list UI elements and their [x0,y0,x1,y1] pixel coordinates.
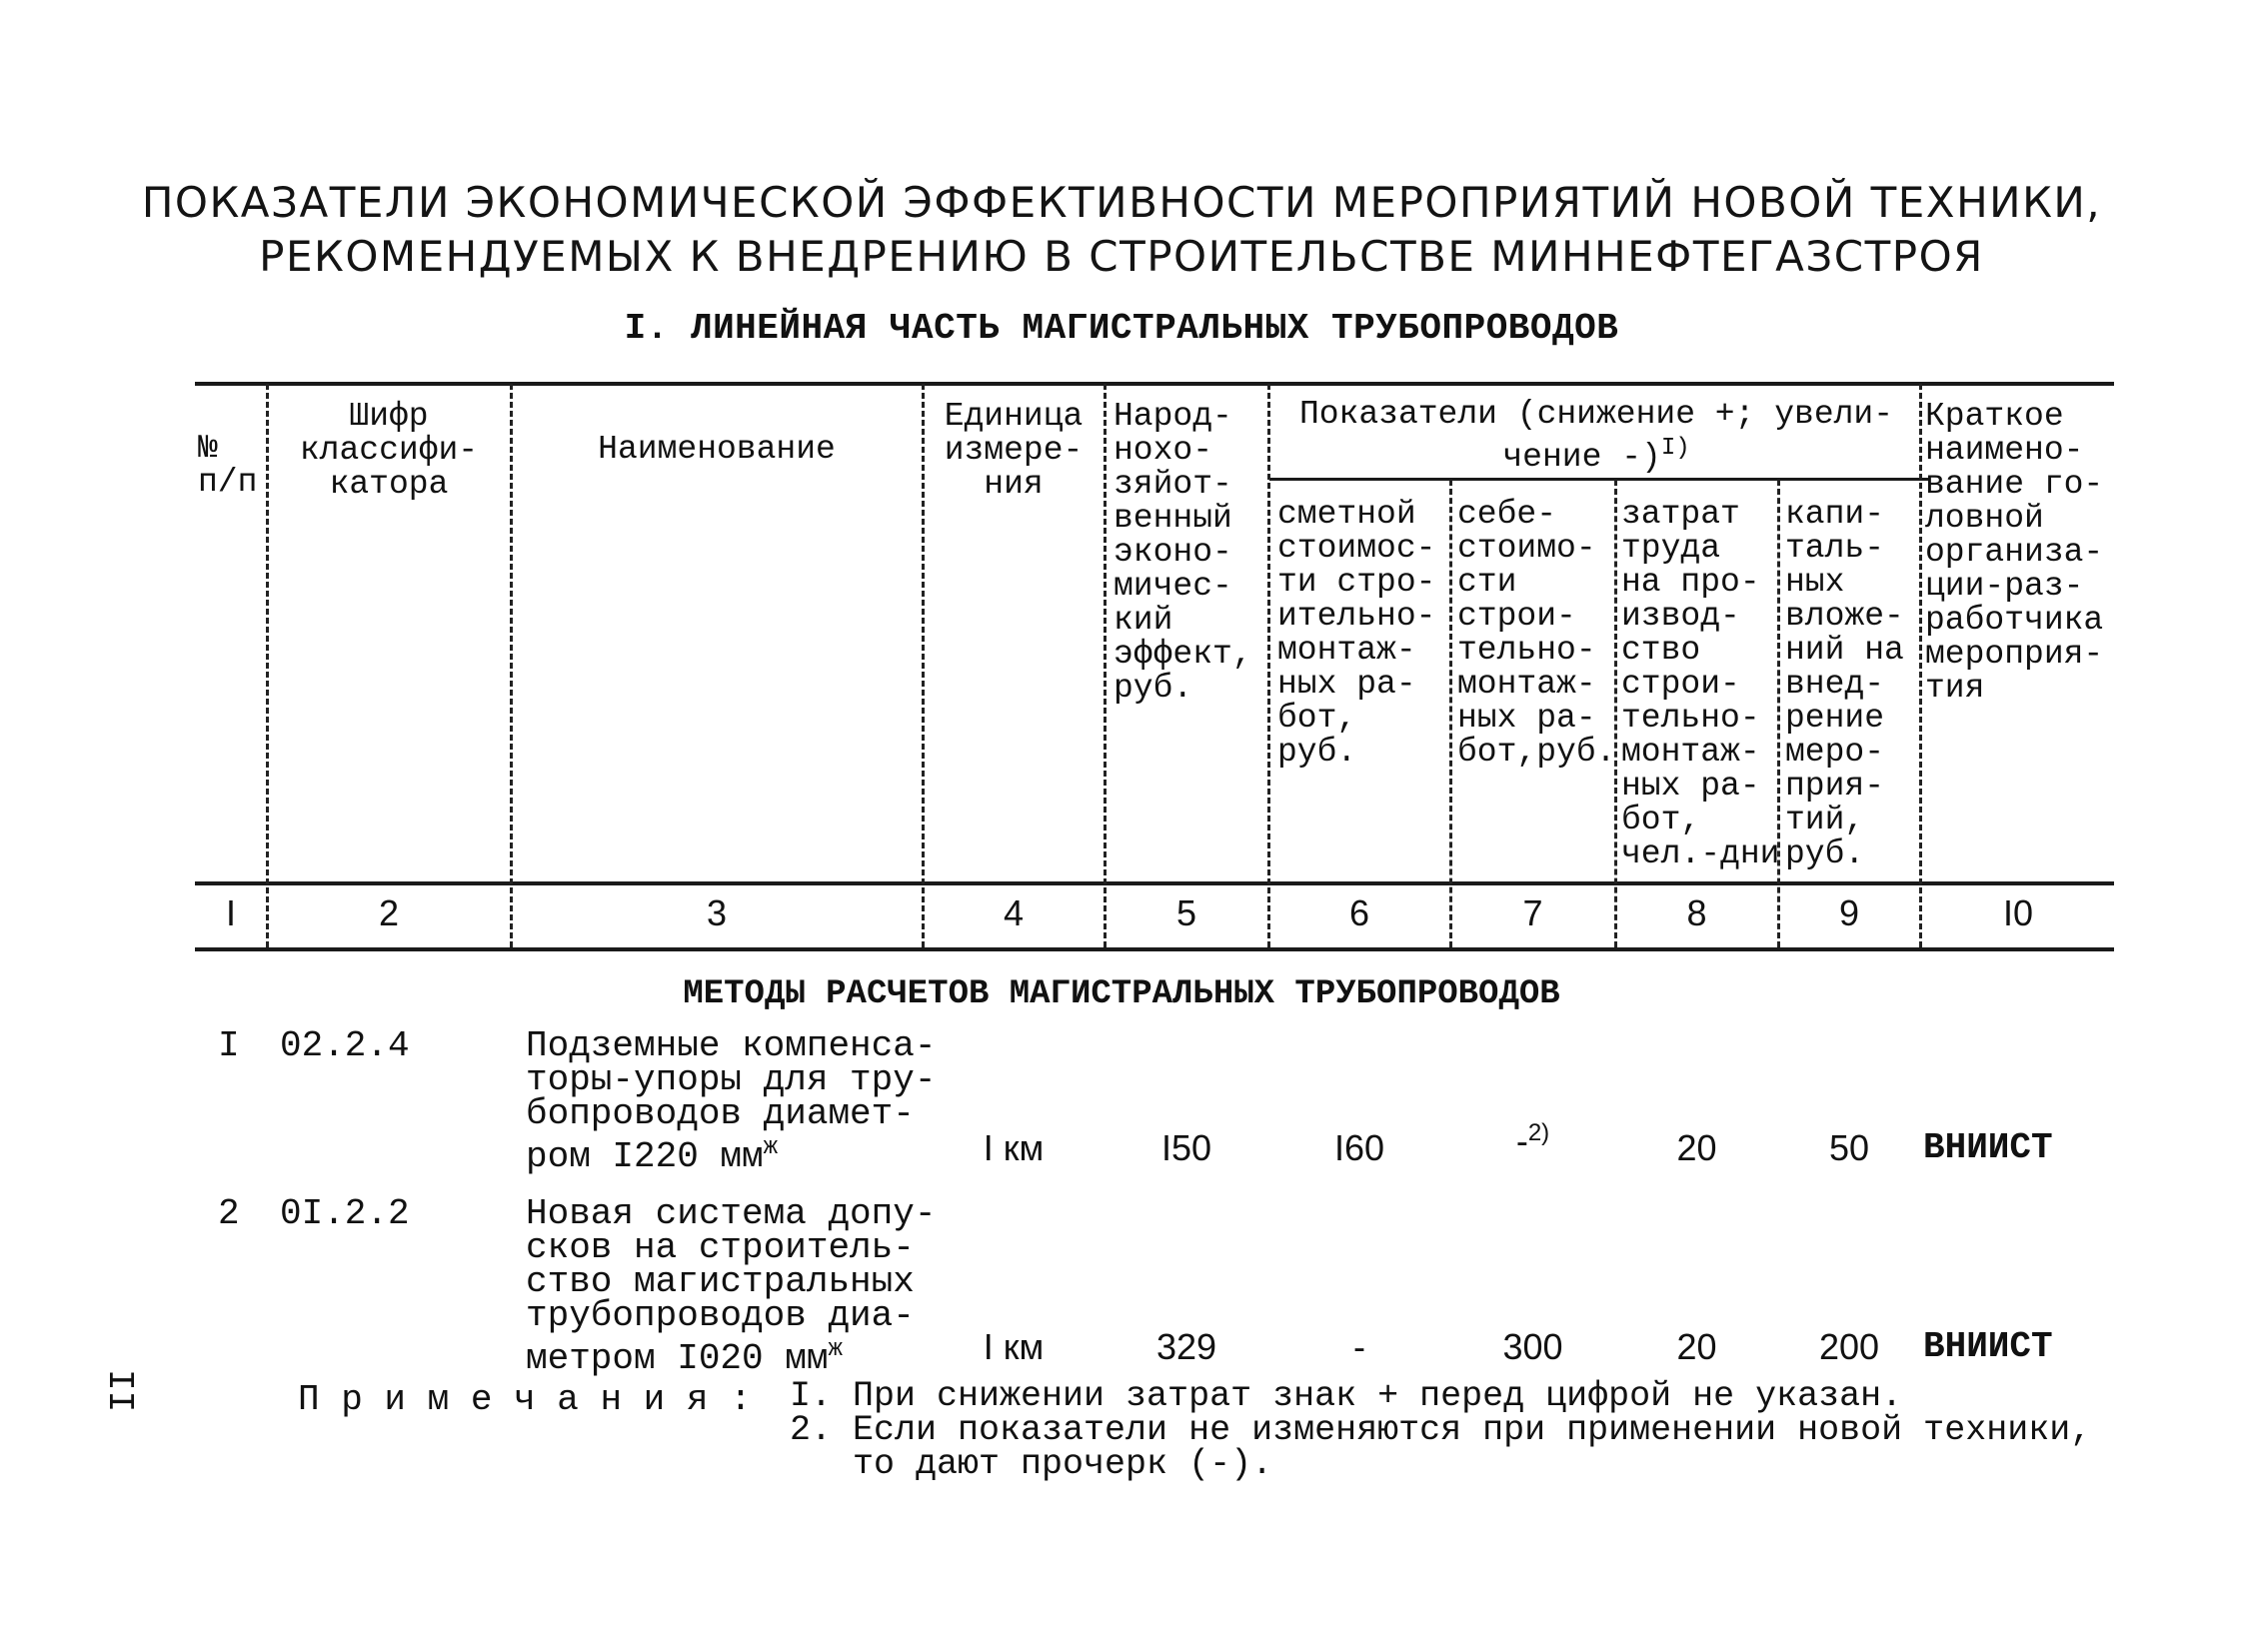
column-number: 5 [1175,892,1197,933]
row-1-name-mark: ж [763,1134,779,1161]
header-code: Шифр классифи- катора [299,398,479,503]
row-1-capital-investments: 50 [1828,1127,1870,1168]
column-divider [1614,480,1617,947]
row-2-labor-costs: 20 [1676,1326,1717,1367]
group-header-rule [1269,478,1929,481]
row-1-economic-effect: I50 [1160,1127,1212,1168]
header-name: Наименование [598,431,836,468]
row-2-developer-org: ВНИИСТ [1923,1326,2053,1367]
document-title-line-2: РЕКОМЕНДУЕМЫХ К ВНЕДРЕНИЮ В СТРОИТЕЛЬСТВЕ МИННЕФТЕГАЗСТРОЯ [259,232,1984,281]
numbers-bottom-rule [195,947,2114,951]
header-prime-cost: себе- стоимо- сти строи- тельно- монтаж- ных ра- бот,руб. [1457,496,1616,771]
column-divider [922,384,925,947]
header-developer-org: Краткое наимено- вание го- ловной организа- ции-раз- работчика мероприя- тия [1925,398,2104,707]
document-title-line-1: ПОКАЗАТЕЛИ ЭКОНОМИЧЕСКОЙ ЭФФЕКТИВНОСТИ МЕРОПРИЯТИЙ НОВОЙ ТЕХНИКИ, [141,178,2102,227]
column-divider [1267,384,1270,947]
row-1-labor-costs: 20 [1676,1127,1717,1168]
column-number: 6 [1348,892,1370,933]
row-2-name-mark: ж [828,1336,843,1363]
table-top-rule [195,382,2114,386]
column-divider [1104,384,1107,947]
row-1-name [526,1025,937,1177]
row-2-name-text: Новая система допу- сков на строитель- ство магистральных трубопроводов диа- метром I020 мм [526,1193,937,1379]
row-2-name [526,1193,937,1379]
column-divider [1777,480,1780,947]
column-divider [510,384,513,947]
page-number: II [99,1369,140,1413]
row-1-num: I [218,1025,240,1066]
row-1-prime-cost-note: 2) [1527,1119,1550,1146]
column-number: 7 [1522,892,1543,933]
header-unit: Единица измере- ния [944,398,1084,503]
subsection-title: МЕТОДЫ РАСЧЕТОВ МАГИСТРАЛЬНЫХ ТРУБОПРОВОДОВ [683,975,1560,1013]
row-1-prime-cost-value: - [1515,1120,1528,1161]
row-1-name-text: Подземные компенса- торы-упоры для тру- бопроводов диамет- ром I220 мм [526,1025,937,1177]
note-2: 2. Если показатели не изменяются при применении новой техники, то дают прочерк (-). [790,1410,2092,1484]
header-indicators-footnote: I) [1660,435,1690,462]
column-number: I [225,892,236,933]
row-1-unit: I км [983,1127,1045,1168]
row-1-developer-org: ВНИИСТ [1923,1127,2053,1168]
row-2-smeta-cost: - [1353,1326,1365,1367]
row-2-prime-cost: 300 [1502,1326,1563,1367]
row-2-code: 0I.2.2 [280,1193,410,1234]
note-1: I. При снижении затрат знак + перед цифрой не указан. [790,1376,1903,1416]
header-economic-effect: Народ- нохо- зяйот- венный эконо- мичес- кий эффект, руб. [1114,398,1252,707]
header-bottom-rule [195,881,2114,885]
row-1-prime-cost [1453,1119,1612,1162]
row-1-code: 02.2.4 [280,1025,410,1066]
column-divider [1449,480,1452,947]
column-number: 4 [1003,892,1025,933]
header-indicators-text: Показатели (снижение +; увели- чение -) [1298,396,1894,476]
column-number: 8 [1686,892,1707,933]
header-labor-costs: затрат труда на про- извод- ство строи- тельно- монтаж- ных ра- бот, чел.-дни [1621,496,1780,872]
section-title: I. ЛИНЕЙНАЯ ЧАСТЬ МАГИСТРАЛЬНЫХ ТРУБОПРОВОДОВ [624,308,1619,349]
header-indicators-group [1273,398,1919,475]
row-1-smeta-cost: I60 [1333,1127,1385,1168]
header-smeta-cost: сметной стоимос- ти стро- ительно- монтаж- ных ра- бот, руб. [1277,496,1436,771]
column-number: 2 [378,892,400,933]
header-capital-investments: капи- таль- ных вложе- ний на внед- рение меро- прия- тий, руб. [1785,496,1904,872]
row-2-capital-investments: 200 [1818,1326,1880,1367]
header-num: № п/п [198,430,258,501]
row-2-num: 2 [218,1193,240,1234]
column-divider [1919,384,1922,947]
column-number: I0 [2002,892,2034,933]
column-divider [266,384,269,947]
column-number: 3 [706,892,728,933]
row-2-economic-effect: 329 [1155,1326,1217,1367]
column-number: 9 [1838,892,1860,933]
row-2-unit: I км [983,1326,1045,1367]
notes-label: П р и м е ч а н и я : [298,1379,752,1420]
